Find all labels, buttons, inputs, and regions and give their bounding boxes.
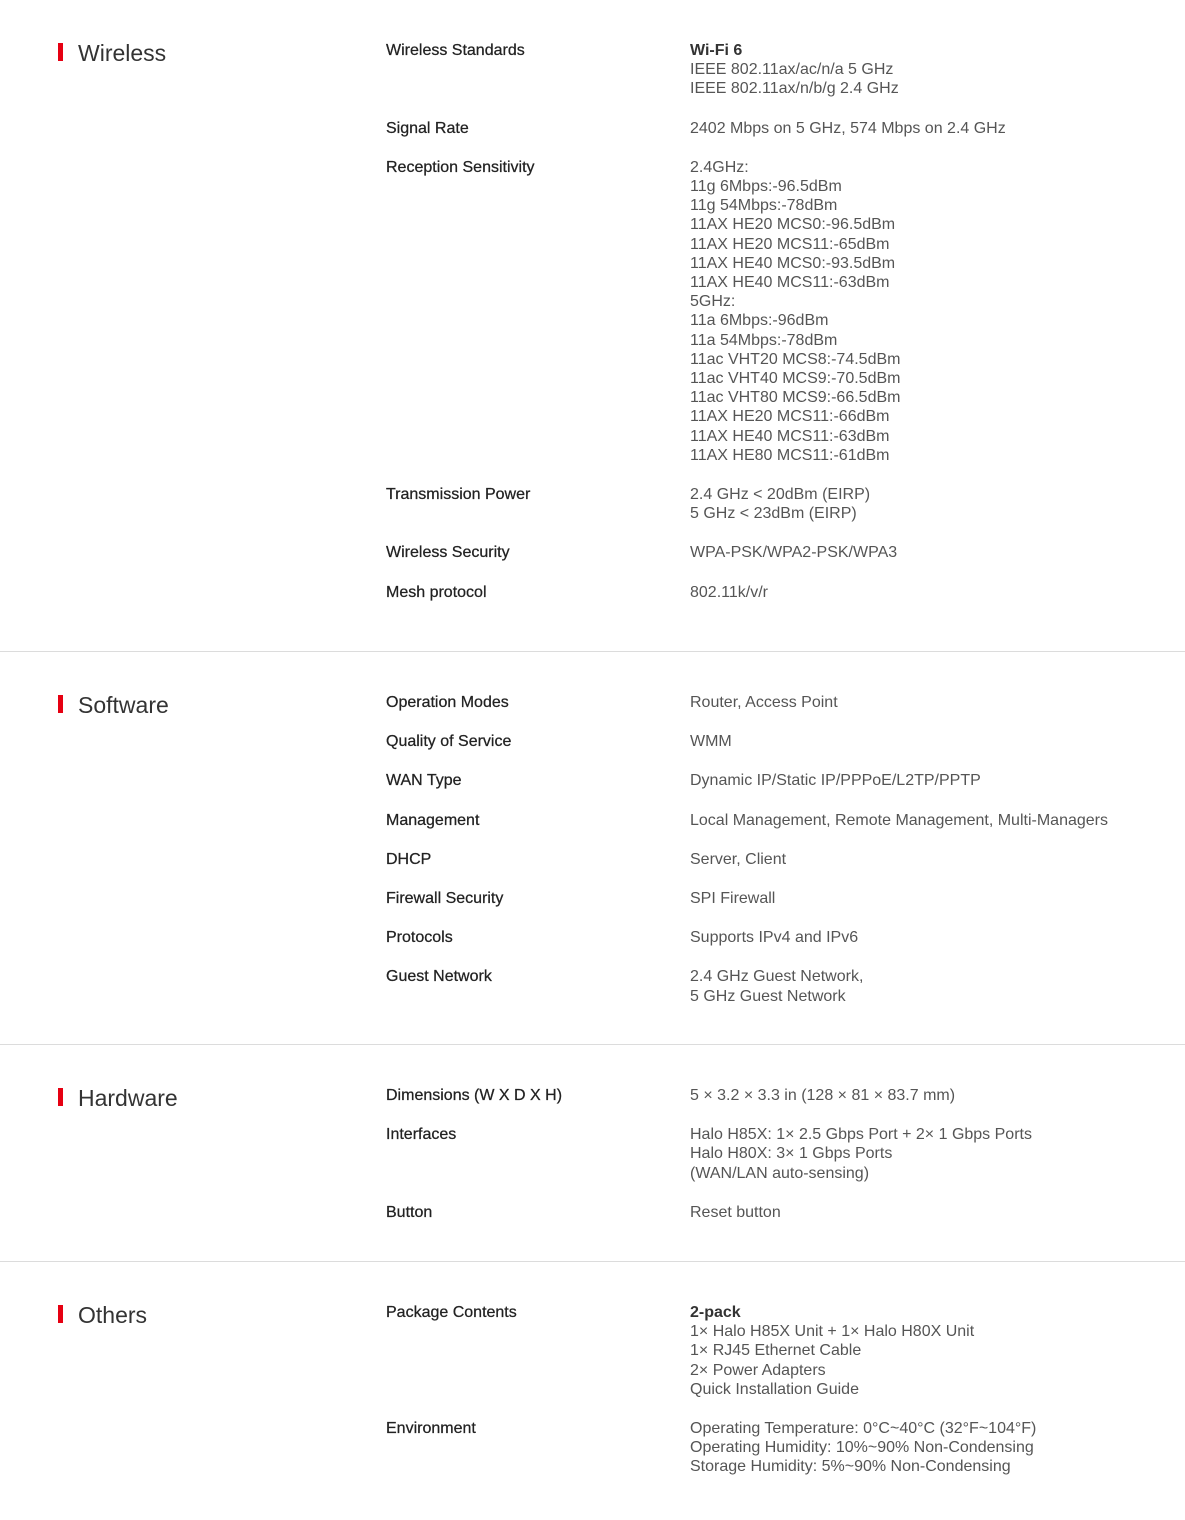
spec-value-line: Router, Access Point [690,694,838,711]
spec-value-line: 5 × 3.2 × 3.3 in (128 × 81 × 83.7 mm) [690,1087,956,1104]
spec-value [690,693,1145,712]
section-title: Wireless [58,40,166,66]
spec-label: Protocols [386,929,453,947]
spec-row [386,850,1145,869]
spec-row [386,1203,1145,1222]
spec-value-heading: Wi-Fi 6 [690,42,743,59]
spec-label: Package Contents [386,1304,517,1321]
spec-value-line: 11a 6Mbps:-96dBm [690,312,829,330]
spec-value [690,1125,1145,1183]
spec-value [690,1419,1145,1477]
spec-row [386,1086,1145,1105]
spec-value-line: 2402 Mbps on 5 GHz, 574 Mbps on 2.4 GHz [690,119,1006,137]
spec-value-line: Reset button [690,1203,781,1221]
spec-value-line: 11ac VHT40 MCS9:-70.5dBm [690,370,901,388]
spec-value-line: 11ac VHT20 MCS8:-74.5dBm [690,350,901,368]
spec-label: Dimensions (W X D X H) [386,1087,563,1104]
spec-label: Transmission Power [386,486,531,504]
spec-value-line: Halo H85X: 1× 2.5 Gbps Port + 2× 1 Gbps Ports [690,1126,1032,1144]
spec-value [690,771,1145,790]
section-wireless [0,0,1185,652]
spec-value-line: 2.4GHz: [690,158,749,176]
section-title: Hardware [58,1085,178,1111]
spec-rows [386,693,1145,1026]
spec-row [386,732,1145,751]
spec-label: Guest Network [386,968,492,986]
spec-value [690,1086,1145,1105]
spec-label: Wireless Standards [386,42,525,59]
spec-label: WAN Type [386,772,462,790]
spec-value-line: 11ac VHT80 MCS9:-66.5dBm [690,389,901,407]
spec-value-line: Server, Client [690,850,787,868]
spec-value-line: 11g 6Mbps:-96.5dBm [690,178,842,196]
spec-value-line: Storage Humidity: 5%~90% Non-Condensing [690,1458,1011,1476]
spec-label: Firewall Security [386,890,504,908]
spec-row [386,1303,1145,1399]
spec-label: Quality of Service [386,733,512,751]
spec-value-line: SPI Firewall [690,890,776,908]
spec-value-heading: 2-pack [690,1304,741,1321]
spec-value-line: 11AX HE80 MCS11:-61dBm [690,446,890,464]
spec-value [690,41,1145,99]
spec-label: Operation Modes [386,694,509,711]
spec-value-line: 11AX HE40 MCS0:-93.5dBm [690,254,896,272]
spec-value [690,928,1145,947]
spec-label: Interfaces [386,1126,457,1144]
spec-row [386,119,1145,138]
spec-value [690,583,1145,602]
spec-value-line: 11AX HE20 MCS0:-96.5dBm [690,216,896,234]
spec-row [386,811,1145,830]
spec-value [690,119,1145,138]
spec-value-line: 11AX HE20 MCS11:-65dBm [690,235,890,253]
spec-row [386,158,1145,465]
spec-value-line: 1× RJ45 Ethernet Cable [690,1342,862,1360]
section-title: Others [58,1302,147,1328]
spec-row [386,543,1145,562]
spec-row [386,583,1145,602]
spec-value-line: 5 GHz Guest Network [690,987,846,1005]
spec-row [386,41,1145,99]
spec-label: Reception Sensitivity [386,158,535,176]
spec-row [386,889,1145,908]
spec-value-line: 11AX HE40 MCS11:-63dBm [690,274,890,292]
spec-value [690,732,1145,751]
spec-value-line: (WAN/LAN auto-sensing) [690,1164,870,1182]
spec-label: Wireless Security [386,544,510,562]
spec-value-line: Operating Humidity: 10%~90% Non-Condensing [690,1439,1034,1457]
section-others [0,1262,1185,1520]
spec-value-line: Supports IPv4 and IPv6 [690,929,859,947]
spec-value-line: 2× Power Adapters [690,1361,826,1379]
spec-value-line: WMM [690,733,732,751]
spec-value-line: 5GHz: [690,293,736,311]
spec-value-line: Dynamic IP/Static IP/PPPoE/L2TP/PPTP [690,772,981,790]
spec-value-line: 11g 54Mbps:-78dBm [690,197,838,215]
spec-label: Signal Rate [386,119,469,137]
spec-value-line: 2.4 GHz Guest Network, [690,968,864,986]
spec-value-line: 802.11k/v/r [690,583,768,601]
section-software [0,652,1185,1045]
spec-value-line: WPA-PSK/WPA2-PSK/WPA3 [690,544,898,562]
spec-value [690,1303,1145,1399]
spec-value-line: 1× Halo H85X Unit + 1× Halo H80X Unit [690,1323,975,1341]
section-title: Software [58,692,169,718]
spec-value [690,1203,1145,1222]
spec-value-line: Quick Installation Guide [690,1380,859,1398]
spec-value [690,850,1145,869]
spec-row [386,928,1145,947]
spec-value-line: 11a 54Mbps:-78dBm [690,331,838,349]
spec-value [690,967,1145,1005]
spec-value-line: 11AX HE20 MCS11:-66dBm [690,408,890,426]
spec-label: Button [386,1203,433,1221]
spec-label: Mesh protocol [386,583,487,601]
spec-value-line: Halo H80X: 3× 1 Gbps Ports [690,1145,893,1163]
spec-value-line: Operating Temperature: 0°C~40°C (32°F~104°F) [690,1420,1037,1438]
spec-row [386,693,1145,712]
spec-value-line: 2.4 GHz < 20dBm (EIRP) [690,486,871,504]
spec-value [690,485,1145,523]
spec-value [690,889,1145,908]
spec-rows [386,1303,1145,1497]
spec-value [690,543,1145,562]
spec-value-line: 5 GHz < 23dBm (EIRP) [690,505,857,523]
spec-value-line: IEEE 802.11ax/n/b/g 2.4 GHz [690,80,899,98]
spec-row [386,967,1145,1005]
spec-value-line: Local Management, Remote Management, Multi-Managers [690,811,1108,829]
section-hardware [0,1045,1185,1262]
spec-row [386,1419,1145,1477]
spec-rows [386,41,1145,622]
spec-label: Environment [386,1420,476,1438]
spec-row [386,485,1145,523]
spec-label: DHCP [386,850,432,868]
spec-value-line: IEEE 802.11ax/ac/n/a 5 GHz [690,61,894,79]
spec-rows [386,1086,1145,1242]
spec-row [386,1125,1145,1183]
spec-label: Management [386,811,480,829]
spec-value [690,158,1145,465]
spec-value [690,811,1145,830]
spec-value-line: 11AX HE40 MCS11:-63dBm [690,427,890,445]
spec-row [386,771,1145,790]
